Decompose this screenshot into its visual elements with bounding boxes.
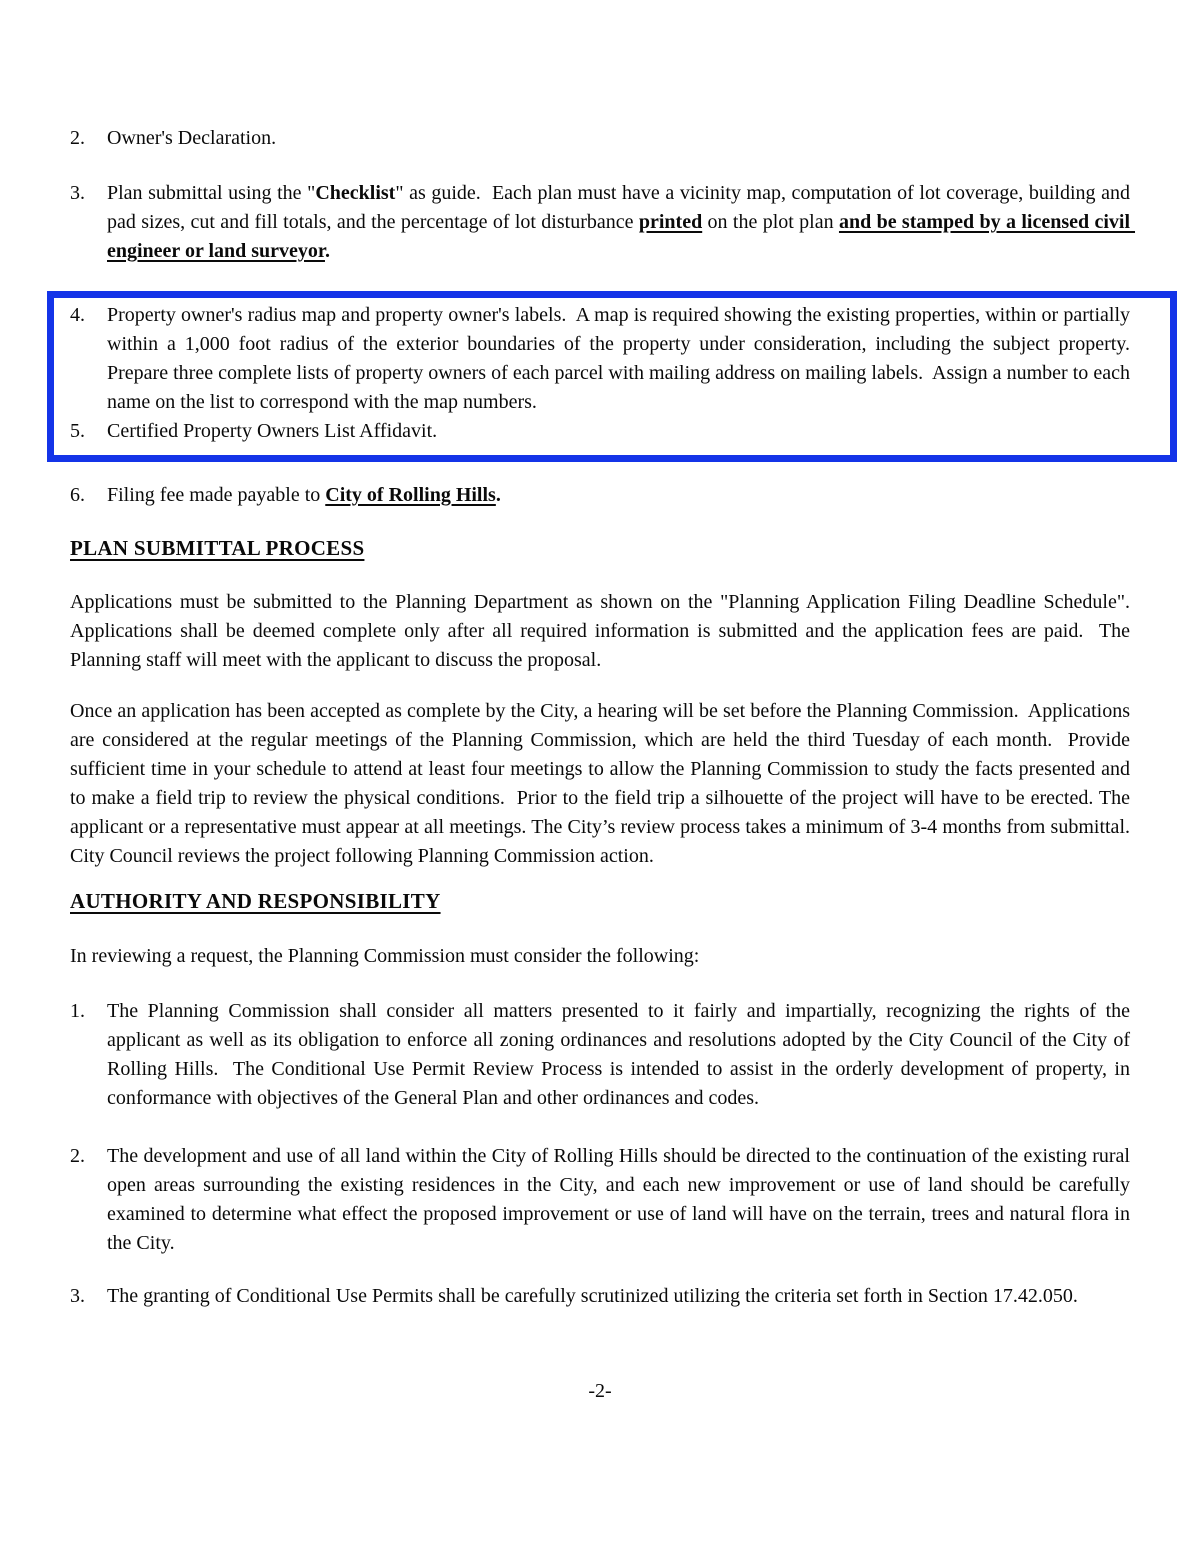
section-heading-authority: AUTHORITY AND RESPONSIBILITY — [70, 889, 441, 913]
list-number: 1. — [70, 1000, 85, 1022]
section-heading-plan-submittal: PLAN SUBMITTAL PROCESS — [70, 536, 365, 560]
checklist-item-5 — [70, 417, 1130, 446]
authority-intro: In reviewing a request, the Planning Commission must consider the following: — [70, 945, 700, 967]
list-text: Property owner's radius map and property owner's labels. A map is required showing the existing properties, within or partially within a 1,000 foot radius of the exterior boundaries of the property under consideration, including the subject property. Prepare three complete lists of property owners of each parcel with mailing address on mailing labels. Assign a number to each name on the list to correspond with the map numbers. — [107, 304, 1140, 413]
list-text — [107, 481, 1130, 510]
page-number: -2- — [588, 1380, 612, 1402]
checklist-item-6 — [70, 481, 1130, 510]
list-text: The development and use of all land within the City of Rolling Hills should be directed to the continuation of the existing rural open areas surrounding the existing residences in the City, and each new improvement or use of land should be carefully examined to determine what effect the proposed improvement or use of land will have on the terrain, trees and natural flora in the City. — [107, 1145, 1135, 1254]
paragraph: Applications must be submitted to the Planning Department as shown on the "Planning Application Filing Deadline Schedule". Applications shall be deemed complete only after all required information is submitted and the application fees are paid. The Planning staff will meet with the applicant to discuss the proposal. — [70, 591, 1140, 671]
list-number: 4. — [70, 304, 85, 326]
list-text: Certified Property Owners List Affidavit. — [107, 420, 438, 442]
bold-text: Checklist — [315, 182, 396, 204]
list-text: Owner's Declaration. — [107, 127, 277, 149]
authority-item-1 — [70, 997, 1135, 1113]
list-number: 2. — [70, 127, 85, 149]
list-text: The granting of Conditional Use Permits shall be carefully scrutinized utilizing the criteria set forth in Section 17.42.050. — [107, 1285, 1078, 1307]
list-text — [107, 179, 1136, 266]
bold-underline-text: and be stamped by a licensed civil engineer or land surveyor — [107, 211, 1136, 262]
checklist-item-3 — [70, 179, 1136, 266]
list-number: 5. — [70, 420, 85, 442]
text-segment: on the plot plan — [702, 211, 839, 233]
checklist-item-2 — [70, 124, 1130, 153]
authority-item-3 — [70, 1282, 1130, 1311]
authority-item-2 — [70, 1142, 1135, 1258]
list-number: 3. — [70, 182, 85, 204]
list-number: 3. — [70, 1285, 85, 1307]
paragraph: Once an application has been accepted as complete by the City, a hearing will be set before the Planning Commission. Applications are considered at the regular meetings of the Planning Commission, which are held the third Tuesday of each month. Provide sufficient time in your schedule to attend at least four meetings to allow the Planning Commission to study the facts presented and to make a field trip to review the physical conditions. Prior to the field trip a silhouette of the project will have to be erected. The applicant or a representative must appear at all meetings. The City’s review process takes a minimum of 3-4 months from submittal. City Council reviews the project following Planning Commission action. — [70, 700, 1135, 867]
bold-text: . — [324, 240, 330, 262]
text-segment: Plan submittal using the " — [107, 182, 316, 204]
text-segment: " as guide. Each plan must have a vicinity map, computation of lot coverage, building and pad sizes, cut and fill totals, and the percentage of lot disturbance — [107, 182, 1135, 233]
bold-underline-text: printed — [638, 211, 703, 233]
checklist-item-4 — [70, 301, 1140, 417]
list-number: 2. — [70, 1145, 85, 1167]
text-segment: Filing fee made payable to — [107, 484, 326, 506]
list-text: The Planning Commission shall consider all matters presented to it fairly and impartially, recognizing the rights of the applicant as well as its obligation to enforce all zoning ordinances and resolutions adopted by the City Council of the City of Rolling Hills. The Conditional Use Permit Review Process is intended to assist in the orderly development of property, in conformance with objectives of the General Plan and other ordinances and codes. — [107, 1000, 1135, 1109]
highlight-box — [47, 291, 1177, 462]
bold-text: . — [495, 484, 501, 506]
list-number: 6. — [70, 484, 85, 506]
bold-underline-text: City of Rolling Hills — [325, 484, 496, 506]
